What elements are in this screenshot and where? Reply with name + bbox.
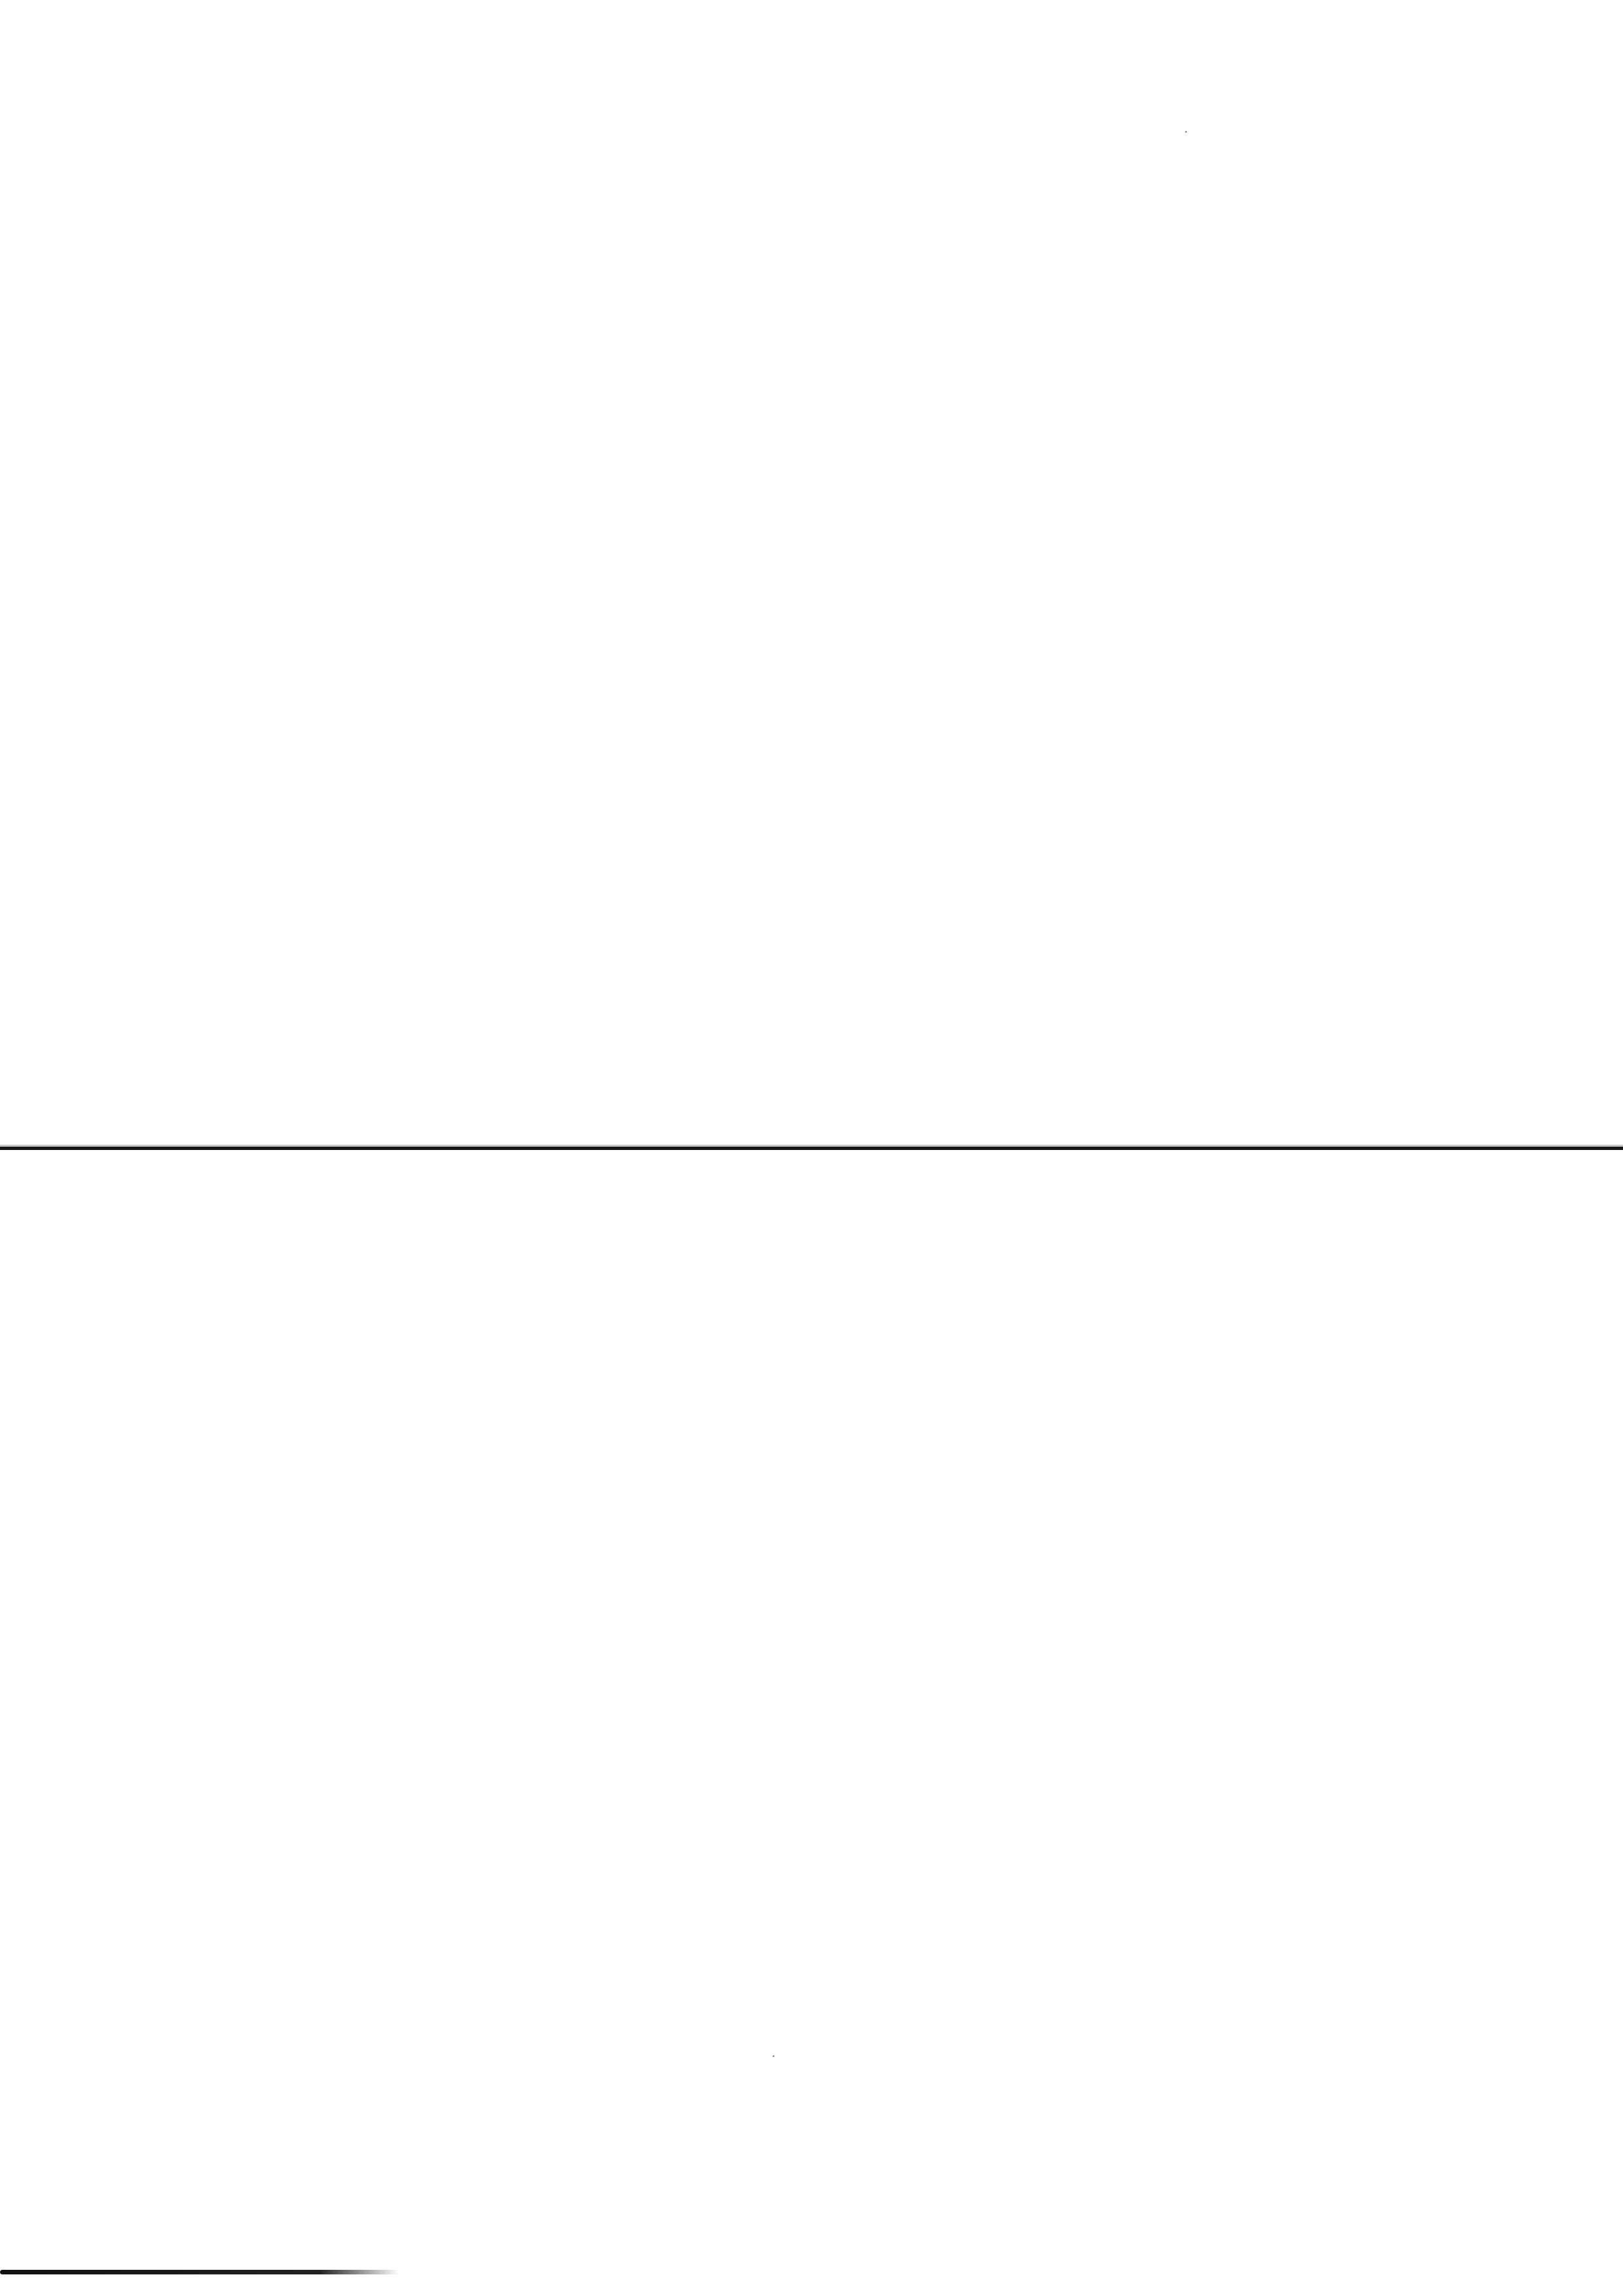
ink-speck <box>773 2055 775 2057</box>
margin-smudge <box>0 2270 399 2274</box>
page-divider-rule <box>0 1147 1623 1150</box>
ink-speck <box>1185 131 1187 133</box>
